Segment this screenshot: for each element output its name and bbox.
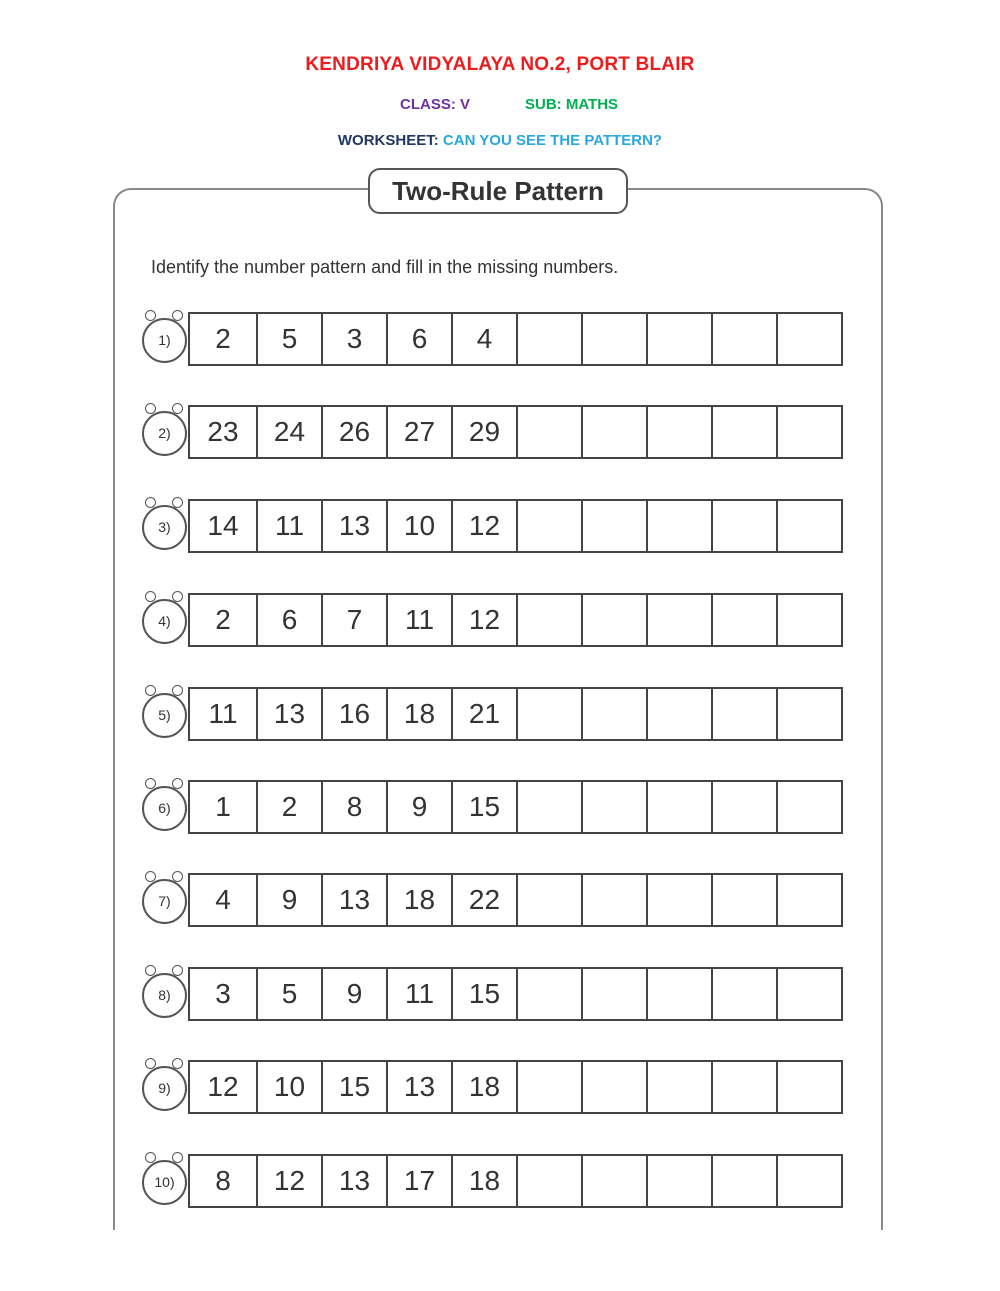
answer-cell[interactable] [646,314,711,364]
answer-cell[interactable] [516,875,581,925]
given-number-cell: 2 [256,782,321,832]
pattern-row [140,499,860,553]
given-number-cell: 22 [451,875,516,925]
given-number-cell: 9 [256,875,321,925]
number-cells [188,499,843,553]
given-number-cell: 23 [207,416,239,447]
row-number-label: 10) [142,1160,187,1205]
row-number-label: 7) [142,879,187,924]
answer-cell[interactable] [516,314,581,364]
answer-cell[interactable] [646,501,711,551]
row-number-label: 9) [142,1066,187,1111]
number-cells [188,967,843,1021]
answer-cell[interactable] [776,314,841,364]
given-number-cell: 24 [256,407,321,457]
row-number-badge [142,1160,186,1204]
answer-cell[interactable] [581,969,646,1019]
given-number-cell: 12 [451,501,516,551]
answer-cell[interactable] [516,689,581,739]
answer-cell[interactable] [711,595,776,645]
answer-cell[interactable] [646,1062,711,1112]
row-number-badge [142,973,186,1017]
given-number-cell: 8 [215,1165,231,1196]
given-number-cell: 11 [256,501,321,551]
answer-cell[interactable] [646,1156,711,1206]
answer-cell[interactable] [581,501,646,551]
pattern-title: Two-Rule Pattern [368,168,628,214]
given-number-cell: 15 [451,782,516,832]
answer-cell[interactable] [646,875,711,925]
answer-cell[interactable] [516,407,581,457]
answer-cell[interactable] [646,969,711,1019]
given-number-cell: 7 [321,595,386,645]
answer-cell[interactable] [776,782,841,832]
given-number-cell: 18 [451,1156,516,1206]
given-number-cell: 3 [215,978,231,1009]
given-number-cell: 5 [256,314,321,364]
number-cells [188,873,843,927]
given-number-cell: 10 [386,501,451,551]
row-number-badge [142,693,186,737]
answer-cell[interactable] [711,782,776,832]
number-cells [188,1060,843,1114]
given-number-cell: 12 [451,595,516,645]
number-cells [188,780,843,834]
given-number-cell: 15 [451,969,516,1019]
given-number-cell: 13 [321,501,386,551]
given-number-cell: 26 [321,407,386,457]
answer-cell[interactable] [776,595,841,645]
given-number-cell: 27 [386,407,451,457]
given-number-cell: 13 [321,875,386,925]
given-number-cell: 11 [386,969,451,1019]
pattern-row [140,780,860,834]
pattern-row [140,312,860,366]
row-number-badge [142,786,186,830]
given-number-cell: 17 [386,1156,451,1206]
given-number-cell: 11 [386,595,451,645]
given-number-cell: 6 [256,595,321,645]
given-number-cell: 12 [256,1156,321,1206]
row-number-label: 8) [142,973,187,1018]
answer-cell[interactable] [711,875,776,925]
given-number-cell: 10 [256,1062,321,1112]
pattern-row [140,873,860,927]
answer-cell[interactable] [646,782,711,832]
answer-cell[interactable] [581,1062,646,1112]
given-number-cell: 9 [386,782,451,832]
number-cells [188,312,843,366]
row-number-badge [142,1066,186,1110]
answer-cell[interactable] [581,689,646,739]
given-number-cell: 11 [208,698,238,729]
given-number-cell: 29 [451,407,516,457]
pattern-row [140,405,860,459]
answer-cell[interactable] [516,782,581,832]
subject-label: SUB: MATHS [525,96,619,113]
given-number-cell: 21 [451,689,516,739]
answer-cell[interactable] [776,1156,841,1206]
row-number-label: 4) [142,599,187,644]
given-number-cell: 3 [321,314,386,364]
class-label: CLASS: V [400,96,471,113]
answer-cell[interactable] [646,595,711,645]
answer-cell[interactable] [516,1156,581,1206]
given-number-cell: 13 [386,1062,451,1112]
given-number-cell: 1 [215,791,231,822]
given-number-cell: 13 [256,689,321,739]
pattern-row [140,1060,860,1114]
answer-cell[interactable] [581,407,646,457]
answer-cell[interactable] [711,1156,776,1206]
number-cells [188,405,843,459]
answer-cell[interactable] [516,969,581,1019]
row-number-badge [142,505,186,549]
answer-cell[interactable] [516,501,581,551]
answer-cell[interactable] [711,1062,776,1112]
answer-cell[interactable] [776,689,841,739]
row-number-badge [142,879,186,923]
answer-cell[interactable] [776,875,841,925]
worksheet-line [0,132,1000,149]
school-name: KENDRIYA VIDYALAYA NO.2, PORT BLAIR [305,54,695,75]
pattern-row [140,687,860,741]
answer-cell[interactable] [776,1062,841,1112]
answer-cell[interactable] [711,689,776,739]
pattern-row [140,593,860,647]
given-number-cell: 4 [215,884,231,915]
pattern-row [140,1154,860,1208]
answer-cell[interactable] [581,314,646,364]
worksheet-label: WORKSHEET: [337,132,439,149]
answer-cell[interactable] [581,595,646,645]
row-number-label: 1) [142,318,187,363]
answer-cell[interactable] [711,314,776,364]
row-number-label: 5) [142,693,187,738]
row-number-badge [142,318,186,362]
answer-cell[interactable] [711,501,776,551]
given-number-cell: 8 [321,782,386,832]
given-number-cell: 18 [386,875,451,925]
answer-cell[interactable] [516,595,581,645]
answer-cell[interactable] [646,407,711,457]
row-number-label: 3) [142,505,187,550]
given-number-cell: 2 [215,604,231,635]
row-number-badge [142,411,186,455]
row-number-label: 6) [142,786,187,831]
number-cells [188,687,843,741]
answer-cell[interactable] [776,407,841,457]
answer-cell[interactable] [776,969,841,1019]
given-number-cell: 5 [256,969,321,1019]
row-number-badge [142,599,186,643]
given-number-cell: 18 [386,689,451,739]
given-number-cell: 9 [321,969,386,1019]
number-cells [188,593,843,647]
worksheet-title: CAN YOU SEE THE PATTERN? [442,132,663,149]
given-number-cell: 16 [321,689,386,739]
pattern-row [140,967,860,1021]
given-number-cell: 12 [207,1071,239,1102]
answer-cell[interactable] [711,969,776,1019]
answer-cell[interactable] [581,875,646,925]
given-number-cell: 4 [451,314,516,364]
instruction-text: Identify the number pattern and fill in the missing numbers. [151,257,619,277]
row-number-label: 2) [142,411,187,456]
given-number-cell: 13 [321,1156,386,1206]
given-number-cell: 18 [451,1062,516,1112]
answer-cell[interactable] [581,782,646,832]
answer-cell[interactable] [581,1156,646,1206]
given-number-cell: 15 [321,1062,386,1112]
given-number-cell: 6 [386,314,451,364]
given-number-cell: 2 [215,323,231,354]
answer-cell[interactable] [776,501,841,551]
answer-cell[interactable] [646,689,711,739]
answer-cell[interactable] [516,1062,581,1112]
number-cells [188,1154,843,1208]
answer-cell[interactable] [711,407,776,457]
given-number-cell: 14 [207,510,239,541]
